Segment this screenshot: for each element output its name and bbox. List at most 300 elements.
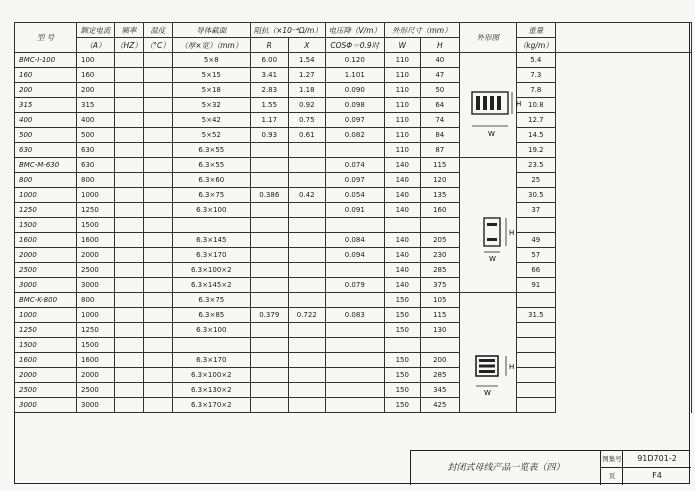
blank-cell bbox=[555, 233, 691, 248]
impedance-r-cell: 6.00 bbox=[250, 53, 288, 68]
dim-w-cell: 150 bbox=[384, 368, 420, 383]
frequency-cell bbox=[115, 248, 144, 263]
temperature-cell bbox=[143, 368, 172, 383]
temperature-cell bbox=[143, 338, 172, 353]
voltage-drop-cell: 1.101 bbox=[325, 68, 384, 83]
dim-h-cell: 87 bbox=[420, 143, 459, 158]
header-model: 型 号 bbox=[15, 23, 77, 53]
atlas-number-label: 图集号 bbox=[600, 451, 623, 468]
voltage-drop-cell bbox=[325, 323, 384, 338]
header-impedance-r: R bbox=[250, 38, 288, 53]
table-row bbox=[15, 128, 692, 143]
conductor-cell: 6.3×55 bbox=[172, 143, 250, 158]
header-outline: 外形图 bbox=[459, 23, 516, 53]
temperature-cell bbox=[143, 308, 172, 323]
conductor-bar bbox=[487, 223, 497, 226]
weight-cell bbox=[516, 353, 555, 368]
header-temperature-unit: （°C） bbox=[143, 38, 172, 53]
blank-cell bbox=[555, 353, 691, 368]
blank-cell bbox=[555, 158, 691, 173]
page-label: 页 bbox=[600, 467, 623, 485]
impedance-x-cell bbox=[288, 143, 325, 158]
table-row bbox=[15, 68, 692, 83]
rated-current-cell: 1250 bbox=[77, 203, 115, 218]
frequency-cell bbox=[115, 173, 144, 188]
blank-cell bbox=[555, 188, 691, 203]
dim-h-cell: 425 bbox=[420, 398, 459, 413]
temperature-cell bbox=[143, 68, 172, 83]
dim-h-cell: 345 bbox=[420, 383, 459, 398]
rated-current-cell: 800 bbox=[77, 173, 115, 188]
blank-cell bbox=[555, 398, 691, 413]
impedance-r-cell: 3.41 bbox=[250, 68, 288, 83]
model-cell: 1500 bbox=[15, 218, 77, 233]
dim-h-cell: 230 bbox=[420, 248, 459, 263]
impedance-x-cell bbox=[288, 203, 325, 218]
voltage-drop-cell bbox=[325, 383, 384, 398]
blank-cell bbox=[555, 263, 691, 278]
table-row bbox=[15, 368, 692, 383]
impedance-x-cell: 1.18 bbox=[288, 83, 325, 98]
model-cell: 2000 bbox=[15, 248, 77, 263]
blank-cell bbox=[555, 53, 691, 68]
model-cell: 160 bbox=[15, 68, 77, 83]
dim-h-cell: 285 bbox=[420, 263, 459, 278]
voltage-drop-cell: 0.098 bbox=[325, 98, 384, 113]
header-rated-current: 额定电流 bbox=[77, 23, 115, 38]
conductor-bar bbox=[490, 96, 494, 110]
dim-w-cell: 150 bbox=[384, 398, 420, 413]
voltage-drop-cell bbox=[325, 218, 384, 233]
impedance-r-cell bbox=[250, 233, 288, 248]
impedance-r-cell: 0.379 bbox=[250, 308, 288, 323]
model-cell: 800 bbox=[15, 173, 77, 188]
voltage-drop-cell: 0.097 bbox=[325, 173, 384, 188]
weight-cell bbox=[516, 383, 555, 398]
impedance-r-cell: 1.55 bbox=[250, 98, 288, 113]
table-row bbox=[15, 53, 692, 68]
voltage-drop-cell: 0.091 bbox=[325, 203, 384, 218]
impedance-r-cell bbox=[250, 248, 288, 263]
rated-current-cell: 1600 bbox=[77, 233, 115, 248]
rated-current-cell: 1000 bbox=[77, 188, 115, 203]
header-blank bbox=[555, 23, 691, 53]
model-cell: 2500 bbox=[15, 383, 77, 398]
impedance-r-cell bbox=[250, 278, 288, 293]
blank-cell bbox=[555, 143, 691, 158]
table-row bbox=[15, 173, 692, 188]
impedance-x-cell bbox=[288, 383, 325, 398]
impedance-r-cell bbox=[250, 398, 288, 413]
weight-cell bbox=[516, 338, 555, 353]
dim-w-cell: 140 bbox=[384, 263, 420, 278]
frequency-cell bbox=[115, 323, 144, 338]
table-row bbox=[15, 323, 692, 338]
blank-cell bbox=[555, 278, 691, 293]
temperature-cell bbox=[143, 353, 172, 368]
table-row bbox=[15, 158, 692, 173]
table-row bbox=[15, 188, 692, 203]
voltage-drop-cell bbox=[325, 368, 384, 383]
header-voltage-drop-condition: COSΦ＝0.9时 bbox=[325, 38, 384, 53]
impedance-x-cell bbox=[288, 158, 325, 173]
rated-current-cell: 1500 bbox=[77, 338, 115, 353]
dim-w-cell: 140 bbox=[384, 158, 420, 173]
voltage-drop-cell bbox=[325, 143, 384, 158]
conductor-bar bbox=[476, 96, 480, 110]
impedance-x-cell: 1.27 bbox=[288, 68, 325, 83]
blank-cell bbox=[555, 293, 691, 308]
dim-w-cell bbox=[384, 218, 420, 233]
conductor-cell: 6.3×100×2 bbox=[172, 263, 250, 278]
header-dim-w: W bbox=[384, 38, 420, 53]
dim-h-cell bbox=[420, 338, 459, 353]
conductor-cell: 6.3×170×2 bbox=[172, 398, 250, 413]
impedance-r-cell bbox=[250, 263, 288, 278]
conductor-bar bbox=[497, 96, 501, 110]
temperature-cell bbox=[143, 218, 172, 233]
table-row bbox=[15, 233, 692, 248]
impedance-r-cell: 0.93 bbox=[250, 128, 288, 143]
temperature-cell bbox=[143, 323, 172, 338]
table-row bbox=[15, 293, 692, 308]
conductor-cell: 6.3×130×2 bbox=[172, 383, 250, 398]
weight-cell bbox=[516, 293, 555, 308]
temperature-cell bbox=[143, 113, 172, 128]
outline-figure-bmc-k bbox=[470, 350, 522, 398]
frequency-cell bbox=[115, 203, 144, 218]
temperature-cell bbox=[143, 143, 172, 158]
conductor-cell: 5×32 bbox=[172, 98, 250, 113]
blank-cell bbox=[555, 83, 691, 98]
table-row bbox=[15, 248, 692, 263]
impedance-x-cell bbox=[288, 323, 325, 338]
temperature-cell bbox=[143, 53, 172, 68]
rated-current-cell: 2000 bbox=[77, 368, 115, 383]
table-row bbox=[15, 398, 692, 413]
blank-cell bbox=[555, 308, 691, 323]
weight-cell: 7.8 bbox=[516, 83, 555, 98]
temperature-cell bbox=[143, 278, 172, 293]
temperature-cell bbox=[143, 98, 172, 113]
dim-h-cell: 160 bbox=[420, 203, 459, 218]
blank-cell bbox=[555, 113, 691, 128]
table-row bbox=[15, 98, 692, 113]
weight-cell: 91 bbox=[516, 278, 555, 293]
dim-h-cell: 115 bbox=[420, 308, 459, 323]
impedance-x-cell bbox=[288, 278, 325, 293]
conductor-bar bbox=[479, 359, 495, 362]
conductor-bar bbox=[487, 238, 497, 241]
conductor-bar bbox=[479, 370, 495, 373]
impedance-r-cell bbox=[250, 143, 288, 158]
dim-w-cell bbox=[384, 338, 420, 353]
impedance-r-cell bbox=[250, 383, 288, 398]
table-row bbox=[15, 263, 692, 278]
voltage-drop-cell: 0.079 bbox=[325, 278, 384, 293]
dim-w-cell: 110 bbox=[384, 113, 420, 128]
blank-cell bbox=[555, 383, 691, 398]
impedance-r-cell bbox=[250, 173, 288, 188]
busbar-product-table bbox=[14, 22, 692, 413]
dim-h-cell: 47 bbox=[420, 68, 459, 83]
model-cell: 1500 bbox=[15, 338, 77, 353]
temperature-cell bbox=[143, 188, 172, 203]
dim-w-cell: 140 bbox=[384, 203, 420, 218]
dim-w-cell: 110 bbox=[384, 68, 420, 83]
table-row bbox=[15, 218, 692, 233]
weight-cell: 10.8 bbox=[516, 98, 555, 113]
header-impedance: 阻抗（×10⁻⁴Ω/m） bbox=[250, 23, 325, 38]
page-number: F4 bbox=[622, 467, 691, 485]
conductor-cell: 6.3×170 bbox=[172, 353, 250, 368]
header-temperature: 温度 bbox=[143, 23, 172, 38]
dim-h-cell: 375 bbox=[420, 278, 459, 293]
table-row bbox=[15, 203, 692, 218]
weight-cell: 30.5 bbox=[516, 188, 555, 203]
dim-h-cell: 74 bbox=[420, 113, 459, 128]
frequency-cell bbox=[115, 338, 144, 353]
dim-w-cell: 110 bbox=[384, 98, 420, 113]
impedance-x-cell: 0.42 bbox=[288, 188, 325, 203]
impedance-x-cell bbox=[288, 368, 325, 383]
rated-current-cell: 2500 bbox=[77, 263, 115, 278]
dim-h-cell: 120 bbox=[420, 173, 459, 188]
impedance-x-cell bbox=[288, 263, 325, 278]
frequency-cell bbox=[115, 218, 144, 233]
dim-h-cell: 205 bbox=[420, 233, 459, 248]
weight-cell: 14.5 bbox=[516, 128, 555, 143]
impedance-r-cell bbox=[250, 338, 288, 353]
table-row bbox=[15, 383, 692, 398]
voltage-drop-cell: 0.054 bbox=[325, 188, 384, 203]
conductor-cell bbox=[172, 218, 250, 233]
temperature-cell bbox=[143, 293, 172, 308]
rated-current-cell: 1500 bbox=[77, 218, 115, 233]
rated-current-cell: 100 bbox=[77, 53, 115, 68]
conductor-bar bbox=[483, 96, 487, 110]
weight-cell: 66 bbox=[516, 263, 555, 278]
table-row bbox=[15, 338, 692, 353]
dim-w-cell: 150 bbox=[384, 308, 420, 323]
dim-w-cell: 150 bbox=[384, 383, 420, 398]
model-cell: 1600 bbox=[15, 233, 77, 248]
blank-cell bbox=[555, 248, 691, 263]
impedance-x-cell: 0.722 bbox=[288, 308, 325, 323]
dim-w-cell: 150 bbox=[384, 353, 420, 368]
header-frequency: 频率 bbox=[115, 23, 144, 38]
conductor-cell: 6.3×100 bbox=[172, 323, 250, 338]
blank-cell bbox=[555, 323, 691, 338]
dim-w-cell: 140 bbox=[384, 188, 420, 203]
conductor-bar bbox=[479, 365, 495, 368]
rated-current-cell: 1600 bbox=[77, 353, 115, 368]
impedance-x-cell: 1.54 bbox=[288, 53, 325, 68]
rated-current-cell: 400 bbox=[77, 113, 115, 128]
impedance-x-cell: 0.75 bbox=[288, 113, 325, 128]
header-dimensions: 外形尺寸（mm） bbox=[384, 23, 459, 38]
impedance-x-cell bbox=[288, 398, 325, 413]
dim-w-cell: 140 bbox=[384, 278, 420, 293]
impedance-r-cell bbox=[250, 353, 288, 368]
model-cell: 3000 bbox=[15, 398, 77, 413]
frequency-cell bbox=[115, 53, 144, 68]
impedance-x-cell bbox=[288, 173, 325, 188]
table-row bbox=[15, 143, 692, 158]
model-cell: 2000 bbox=[15, 368, 77, 383]
impedance-r-cell bbox=[250, 158, 288, 173]
blank-cell bbox=[555, 203, 691, 218]
temperature-cell bbox=[143, 203, 172, 218]
weight-cell bbox=[516, 323, 555, 338]
blank-cell bbox=[555, 128, 691, 143]
rated-current-cell: 630 bbox=[77, 143, 115, 158]
table-row bbox=[15, 353, 692, 368]
impedance-r-cell: 0.386 bbox=[250, 188, 288, 203]
dim-label-h: H bbox=[509, 229, 515, 237]
header-weight: 重量 bbox=[516, 23, 555, 38]
conductor-cell: 5×42 bbox=[172, 113, 250, 128]
impedance-r-cell bbox=[250, 293, 288, 308]
dim-h-cell: 84 bbox=[420, 128, 459, 143]
dim-h-cell: 135 bbox=[420, 188, 459, 203]
dim-w-cell: 110 bbox=[384, 83, 420, 98]
dim-h-cell: 50 bbox=[420, 83, 459, 98]
frequency-cell bbox=[115, 143, 144, 158]
dim-h-cell: 105 bbox=[420, 293, 459, 308]
frequency-cell bbox=[115, 263, 144, 278]
weight-cell: 37 bbox=[516, 203, 555, 218]
model-cell: 1250 bbox=[15, 203, 77, 218]
dim-h-cell: 64 bbox=[420, 98, 459, 113]
weight-cell: 7.3 bbox=[516, 68, 555, 83]
voltage-drop-cell: 0.083 bbox=[325, 308, 384, 323]
blank-cell bbox=[555, 218, 691, 233]
header-conductor: 导体截面 bbox=[172, 23, 250, 38]
rated-current-cell: 1000 bbox=[77, 308, 115, 323]
conductor-cell: 6.3×85 bbox=[172, 308, 250, 323]
dim-h-cell: 40 bbox=[420, 53, 459, 68]
frequency-cell bbox=[115, 158, 144, 173]
dim-w-cell: 140 bbox=[384, 233, 420, 248]
dim-label-w: W bbox=[488, 130, 495, 138]
conductor-cell: 6.3×100 bbox=[172, 203, 250, 218]
rated-current-cell: 160 bbox=[77, 68, 115, 83]
dim-h-cell: 200 bbox=[420, 353, 459, 368]
header-impedance-x: X bbox=[288, 38, 325, 53]
conductor-cell: 6.3×145 bbox=[172, 233, 250, 248]
voltage-drop-cell: 0.094 bbox=[325, 248, 384, 263]
blank-cell bbox=[555, 338, 691, 353]
weight-cell: 31.5 bbox=[516, 308, 555, 323]
model-cell: 1000 bbox=[15, 188, 77, 203]
impedance-x-cell bbox=[288, 338, 325, 353]
dim-h-cell: 115 bbox=[420, 158, 459, 173]
outline-figure-bmc-i bbox=[466, 86, 520, 142]
voltage-drop-cell: 0.120 bbox=[325, 53, 384, 68]
impedance-r-cell bbox=[250, 203, 288, 218]
rated-current-cell: 3000 bbox=[77, 398, 115, 413]
dim-label-w: W bbox=[484, 389, 491, 397]
model-cell: 400 bbox=[15, 113, 77, 128]
dim-w-cell: 150 bbox=[384, 323, 420, 338]
temperature-cell bbox=[143, 83, 172, 98]
temperature-cell bbox=[143, 248, 172, 263]
conductor-cell: 5×8 bbox=[172, 53, 250, 68]
dim-h-cell bbox=[420, 218, 459, 233]
frequency-cell bbox=[115, 128, 144, 143]
conductor-cell: 6.3×55 bbox=[172, 158, 250, 173]
frequency-cell bbox=[115, 278, 144, 293]
weight-cell: 19.2 bbox=[516, 143, 555, 158]
frequency-cell bbox=[115, 368, 144, 383]
model-cell: 1000 bbox=[15, 308, 77, 323]
voltage-drop-cell bbox=[325, 338, 384, 353]
header-weight-unit: （kg/m） bbox=[516, 38, 555, 53]
rated-current-cell: 1250 bbox=[77, 323, 115, 338]
drawing-title: 封闭式母线产品一览表（四） bbox=[410, 451, 601, 485]
title-block bbox=[410, 450, 690, 485]
weight-cell: 25 bbox=[516, 173, 555, 188]
frequency-cell bbox=[115, 113, 144, 128]
table-row bbox=[15, 83, 692, 98]
conductor-cell: 6.3×75 bbox=[172, 188, 250, 203]
model-cell: 1600 bbox=[15, 353, 77, 368]
dim-w-cell: 140 bbox=[384, 248, 420, 263]
conductor-cell: 5×52 bbox=[172, 128, 250, 143]
model-cell: 3000 bbox=[15, 278, 77, 293]
impedance-x-cell bbox=[288, 293, 325, 308]
rated-current-cell: 2500 bbox=[77, 383, 115, 398]
dim-w-cell: 110 bbox=[384, 128, 420, 143]
voltage-drop-cell: 0.084 bbox=[325, 233, 384, 248]
weight-cell bbox=[516, 398, 555, 413]
voltage-drop-cell bbox=[325, 293, 384, 308]
dim-label-h: H bbox=[516, 100, 522, 108]
model-cell: 1250 bbox=[15, 323, 77, 338]
temperature-cell bbox=[143, 233, 172, 248]
impedance-x-cell: 0.92 bbox=[288, 98, 325, 113]
frequency-cell bbox=[115, 83, 144, 98]
dim-h-cell: 130 bbox=[420, 323, 459, 338]
conductor-cell: 6.3×75 bbox=[172, 293, 250, 308]
temperature-cell bbox=[143, 173, 172, 188]
model-cell: BMC-I-100 bbox=[15, 53, 77, 68]
dim-w-cell: 140 bbox=[384, 173, 420, 188]
conductor-cell bbox=[172, 338, 250, 353]
impedance-x-cell bbox=[288, 218, 325, 233]
voltage-drop-cell: 0.090 bbox=[325, 83, 384, 98]
conductor-cell: 6.3×170 bbox=[172, 248, 250, 263]
impedance-r-cell bbox=[250, 368, 288, 383]
dim-h-cell: 285 bbox=[420, 368, 459, 383]
blank-cell bbox=[555, 173, 691, 188]
conductor-cell: 5×18 bbox=[172, 83, 250, 98]
rated-current-cell: 630 bbox=[77, 158, 115, 173]
outline-figure-bmc-m bbox=[478, 214, 522, 264]
conductor-cell: 6.3×145×2 bbox=[172, 278, 250, 293]
impedance-r-cell: 1.17 bbox=[250, 113, 288, 128]
frequency-cell bbox=[115, 308, 144, 323]
frequency-cell bbox=[115, 188, 144, 203]
atlas-number: 91D701-2 bbox=[622, 451, 691, 468]
temperature-cell bbox=[143, 263, 172, 278]
table-row bbox=[15, 113, 692, 128]
rated-current-cell: 3000 bbox=[77, 278, 115, 293]
voltage-drop-cell bbox=[325, 263, 384, 278]
weight-cell bbox=[516, 218, 555, 233]
voltage-drop-cell: 0.074 bbox=[325, 158, 384, 173]
